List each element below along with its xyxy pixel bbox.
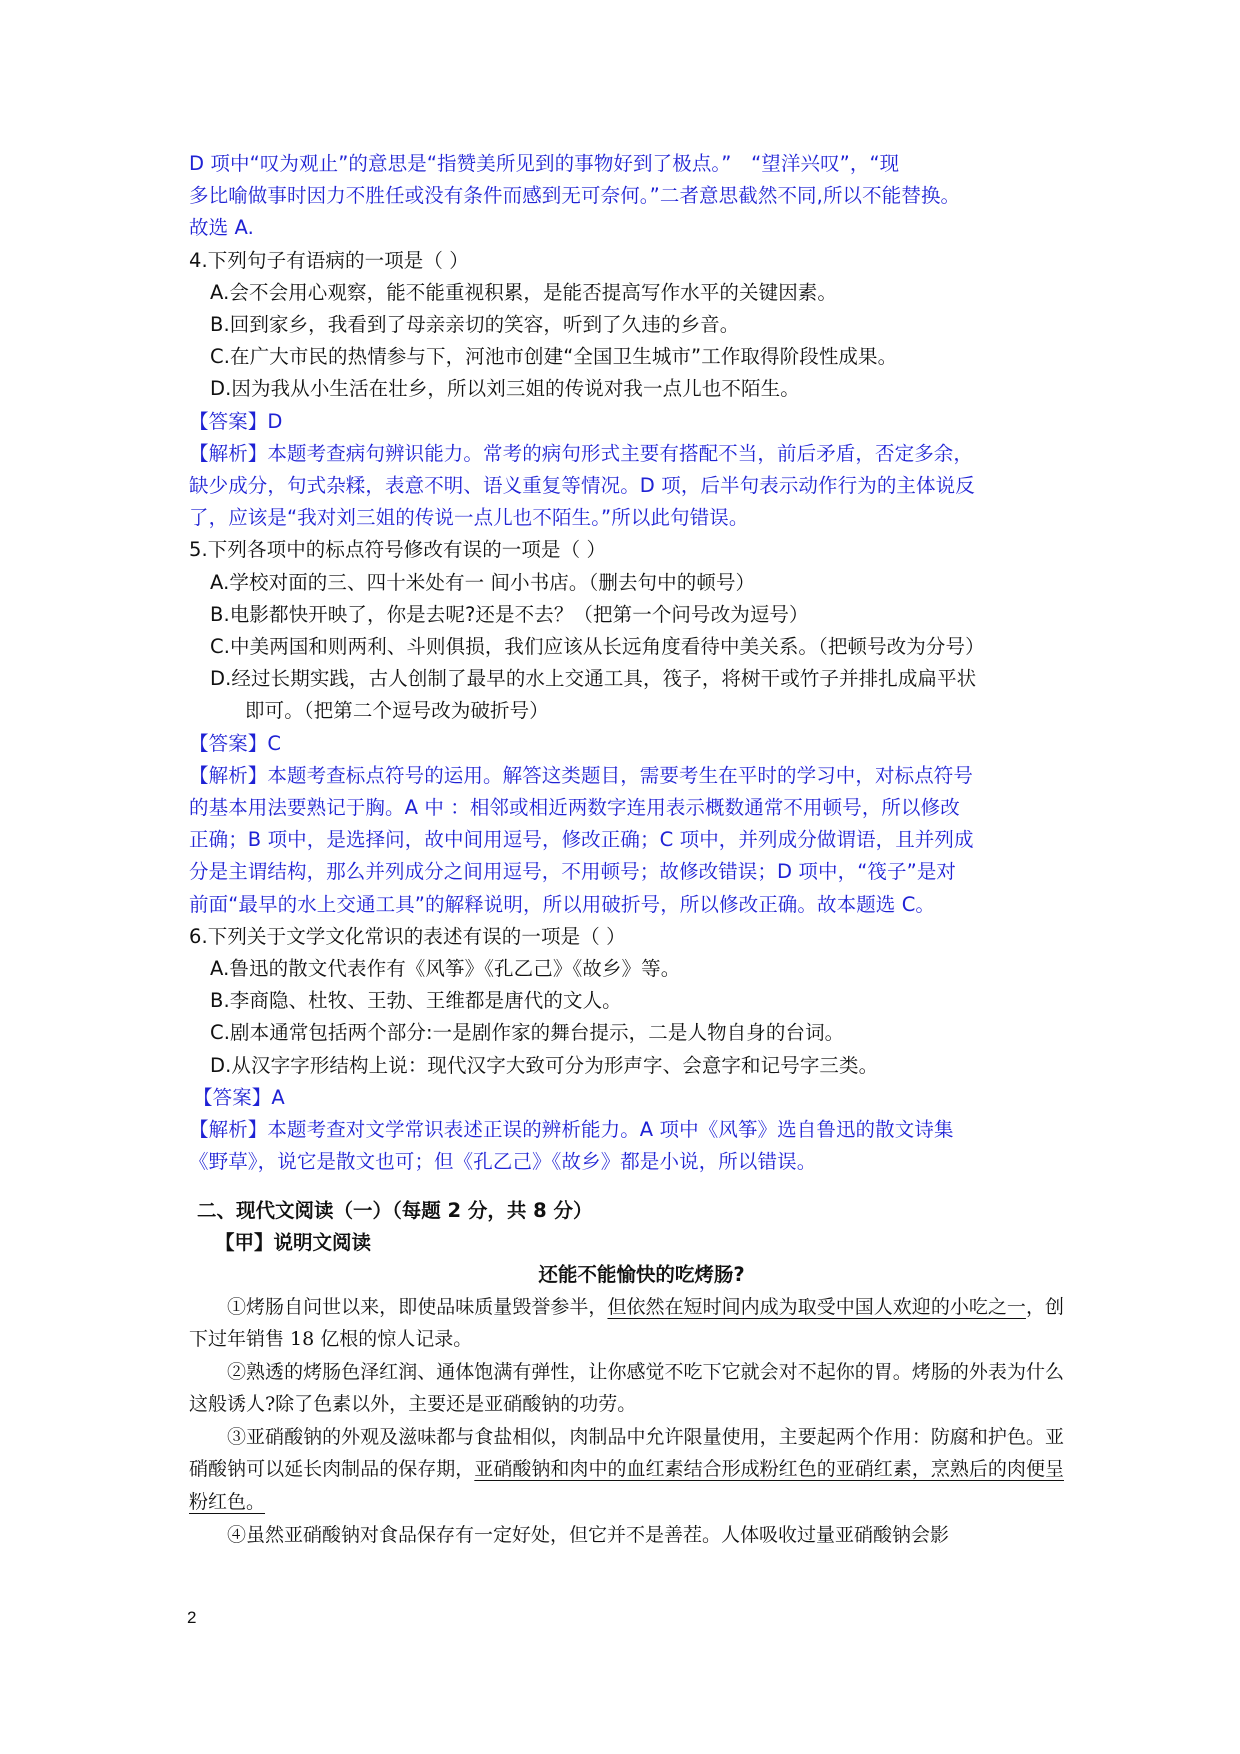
q5-option-d: D.经过长期实践，古人创制了最早的水上交通工具，筏子，将树干或竹子并排扎成扁平状 xyxy=(210,667,977,691)
q5-answer: 【答案】C xyxy=(189,731,282,755)
q3-analysis-line: 故选 A. xyxy=(189,216,254,240)
p1-text: ①烤肠自问世以来，即使品味质量毁誉参半， xyxy=(227,1295,608,1318)
q4-option-d: D.因为我从小生活在壮乡，所以刘三姐的传说对我一点儿也不陌生。 xyxy=(210,377,800,401)
q5-option-a: A.学校对面的三、四十米处有一 间小书店。（删去句中的顿号） xyxy=(210,570,756,594)
p3-text: ③亚硝酸钠的外观及滋味都与食盐相似，肉制品中允许限量使用，主要起两个作用：防腐和护色。亚硝酸钠可以延长肉制品的保存期， xyxy=(189,1425,1064,1481)
q5-analysis-line: 的基本用法要熟记于胸。A 中 ：相邻或相近两数字连用表示概数通常不用顿号，所以修改 xyxy=(189,796,960,820)
article-title: 还能不能愉快的吃烤肠? xyxy=(538,1262,745,1286)
q6-analysis-line: 《野草》，说它是散文也可；但《孔乙己》《故乡》都是小说，所以错误。 xyxy=(189,1150,817,1174)
q5-analysis-line: 前面“最早的水上交通工具”的解释说明，所以用破折号，所以修改正确。故本题选 C。 xyxy=(189,892,936,916)
q4-answer: 【答案】D xyxy=(189,409,283,433)
q5-analysis-line: 【解析】本题考查标点符号的运用。解答这类题目，需要考生在平时的学习中，对标点符号 xyxy=(189,763,974,787)
q6-option-c: C.剧本通常包括两个部分:一是剧作家的舞台提示，二是人物自身的台词。 xyxy=(210,1021,845,1045)
q4-stem: 4.下列句子有语病的一项是（ ） xyxy=(189,248,469,272)
section-subheading: 【甲】说明文阅读 xyxy=(215,1230,372,1254)
q4-analysis-line: 【解析】本题考查病句辨识能力。常考的病句形式主要有搭配不当，前后矛盾，否定多余， xyxy=(189,441,974,465)
p1-text-end: ，创下过年销售 18 亿根的惊人记录。 xyxy=(189,1295,1064,1351)
article-paragraph-1 xyxy=(189,1291,1064,1356)
section-heading: 二、现代文阅读（一）（每题 2 分，共 8 分） xyxy=(197,1198,593,1222)
q5-option-d-continued: 即可。（把第二个逗号改为破折号） xyxy=(245,699,549,723)
q6-answer: 【答案】A xyxy=(193,1085,285,1109)
q4-option-c: C.在广大市民的热情参与下，河池市创建“全国卫生城市”工作取得阶段性成果。 xyxy=(210,345,898,369)
article-paragraph-2: ②熟透的烤肠色泽红润、通体饱满有弹性，让你感觉不吃下它就会对不起你的胃。烤肠的外表为什么这般诱人?除了色素以外，主要还是亚硝酸钠的功劳。 xyxy=(189,1360,1064,1416)
q3-analysis-line: 多比喻做事时因力不胜任或没有条件而感到无可奈何。”二者意思截然不同,所以不能替换。 xyxy=(189,184,961,208)
page-number: 2 xyxy=(187,1608,197,1627)
q6-option-b: B.李商隐、杜牧、王勃、王维都是唐代的文人。 xyxy=(210,989,622,1013)
p3-underlined-text: 亚硝酸钠和肉中的血红素结合形成粉红色的亚硝红素，烹熟后的肉便呈粉红色。 xyxy=(189,1458,1064,1514)
q6-option-d: D.从汉字字形结构上说：现代汉字大致可分为形声字、会意字和记号字三类。 xyxy=(210,1053,879,1077)
q6-analysis-line: 【解析】本题考查对文学常识表述正误的辨析能力。A 项中《风筝》选自鲁迅的散文诗集 xyxy=(189,1118,954,1142)
q5-stem: 5.下列各项中的标点符号修改有误的一项是（ ） xyxy=(189,538,607,562)
q3-analysis-line: D 项中“叹为观止”的意思是“指赞美所见到的事物好到了极点。” “望洋兴叹”，“现 xyxy=(189,152,900,175)
q5-analysis-line: 分是主谓结构，那么并列成分之间用逗号，不用顿号；故修改错误；D 项中，“筏子”是对 xyxy=(189,860,957,884)
q6-stem: 6.下列关于文学文化常识的表述有误的一项是（ ） xyxy=(189,924,626,948)
q5-analysis-line: 正确；B 项中，是选择问，故中间用逗号，修改正确；C 项中，并列成分做谓语，且并列成 xyxy=(189,828,974,852)
article-paragraph-3 xyxy=(189,1421,1064,1519)
p1-underlined-text: 但依然在短时间内成为取受中国人欢迎的小吃之一 xyxy=(607,1295,1026,1318)
q5-option-c: C.中美两国和则两利、斗则俱损，我们应该从长远角度看待中美关系。（把顿号改为分号） xyxy=(210,635,985,659)
q6-option-a: A.鲁迅的散文代表作有《风筝》《孔乙己》《故乡》等。 xyxy=(210,957,681,981)
q4-option-b: B.回到家乡，我看到了母亲亲切的笑容，听到了久违的乡音。 xyxy=(210,313,740,337)
q4-analysis-line: 缺少成分，句式杂糅，表意不明、语义重复等情况。D 项，后半句表示动作行为的主体说反 xyxy=(189,474,975,498)
page-content xyxy=(189,148,1064,1551)
article-paragraph-4: ④虽然亚硝酸钠对食品保存有一定好处，但它并不是善茬。人体吸收过量亚硝酸钠会影 xyxy=(227,1523,950,1546)
q4-option-a: A.会不会用心观察，能不能重视积累，是能否提高写作水平的关键因素。 xyxy=(210,280,837,304)
q5-option-b: B.电影都快开映了，你是去呢?还是不去？（把第一个问号改为逗号） xyxy=(210,602,809,626)
q4-analysis-line: 了，应该是“我对刘三姐的传说一点儿也不陌生。”所以此句错误。 xyxy=(189,506,749,530)
